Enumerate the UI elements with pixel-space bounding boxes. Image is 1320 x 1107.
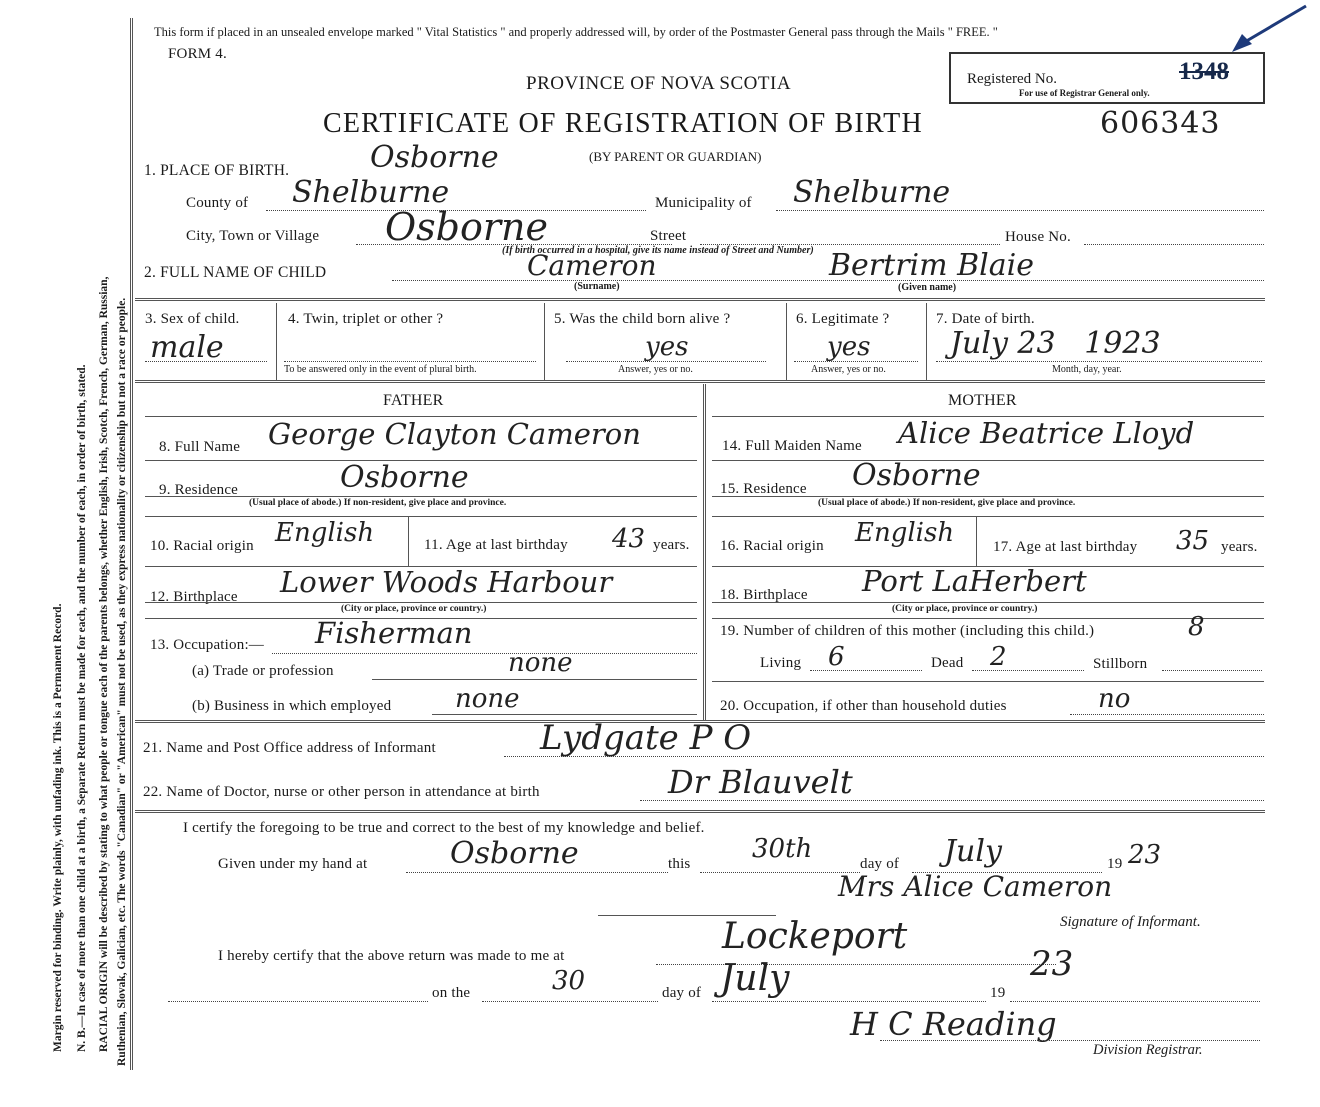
registrar-on-label: on the (432, 985, 471, 1001)
registrar-note: For use of Registrar General only. (1019, 88, 1150, 98)
given-place: Osborne (450, 836, 579, 871)
twin-label: 4. Twin, triplet or other ? (288, 311, 444, 327)
mother-name-label: 14. Full Maiden Name (722, 438, 862, 454)
mother-occupation-value: no (1098, 684, 1131, 714)
certify-year-prefix: 19 (1107, 856, 1123, 872)
place-value: Osborne (370, 140, 499, 175)
certify-text: I certify the foregoing to be true and correct to the best of my knowledge and belief. (183, 820, 705, 836)
mother-residence-note: (Usual place of abode.) If non-resident, give place and province. (818, 498, 1076, 508)
given-note: (Given name) (898, 282, 957, 293)
father-occupation-label: 13. Occupation:— (150, 637, 265, 653)
registrar-text: I hereby certify that the above return was made to me at (218, 948, 565, 964)
dead-value: 2 (990, 642, 1007, 672)
father-age-unit: years. (653, 537, 690, 553)
dob-label: 7. Date of birth. (936, 311, 1035, 327)
mother-age-value: 35 (1176, 526, 1210, 556)
mother-birthplace-label: 18. Birthplace (720, 587, 808, 603)
city-value: Osborne (385, 205, 548, 249)
father-race-value: English (275, 518, 375, 548)
doctor-label: 22. Name of Doctor, nurse or other person in attendance at birth (143, 784, 540, 800)
mother-children-label: 19. Number of children of this mother (including this child.) (720, 623, 1095, 639)
sex-value: male (150, 330, 224, 365)
place-label: 1. PLACE OF BIRTH. (144, 162, 290, 179)
father-trade-label: (a) Trade or profession (192, 663, 334, 679)
county-value: Shelburne (292, 175, 450, 210)
father-race-label: 10. Racial origin (150, 538, 254, 554)
father-trade-value: none (508, 648, 573, 678)
father-age-label: 11. Age at last birthday (424, 537, 568, 553)
street-label: Street (650, 228, 687, 244)
mother-occupation-label: 20. Occupation, if other than household duties (720, 698, 1007, 714)
stillborn-label: Stillborn (1093, 656, 1148, 672)
given-label: Given under my hand at (218, 856, 368, 872)
doctor-value: Dr Blauvelt (668, 763, 853, 801)
house-label: House No. (1005, 229, 1071, 245)
informant-signature: Mrs Alice Cameron (838, 870, 1113, 903)
mother-age-label: 17. Age at last birthday (993, 539, 1138, 555)
registered-label: Registered No. (967, 71, 1057, 87)
informant-label: 21. Name and Post Office address of Informant (143, 740, 436, 756)
registrar-year-prefix: 19 (990, 985, 1006, 1001)
certify-month: July (944, 834, 1002, 869)
province-heading: PROVINCE OF NOVA SCOTIA (526, 73, 792, 94)
father-name-value: George Clayton Cameron (268, 417, 641, 451)
surname-note: (Surname) (574, 281, 620, 292)
informant-signature-label: Signature of Informant. (1060, 914, 1201, 930)
registrar-signature: H C Reading (850, 1005, 1057, 1043)
living-value: 6 (828, 642, 845, 672)
mother-children-value: 8 (1188, 612, 1205, 642)
certify-dayof-label: day of (860, 856, 900, 872)
father-residence-note: (Usual place of abode.) If non-resident, give place and province. (249, 498, 507, 508)
form-number: FORM 4. (168, 46, 227, 62)
registered-number: 1348 (1179, 58, 1229, 85)
dob-note: Month, day, year. (1052, 364, 1122, 375)
father-occupation-value: Fisherman (315, 616, 473, 650)
municipality-label: Municipality of (655, 195, 752, 211)
certificate-title: CERTIFICATE OF REGISTRATION OF BIRTH (323, 108, 923, 139)
dob-value: July 23 1923 (950, 326, 1161, 361)
alive-value: yes (645, 332, 689, 362)
registrar-place: Lockeport (722, 916, 908, 957)
certify-day: 30th (752, 834, 813, 864)
mother-race-label: 16. Racial origin (720, 538, 824, 554)
informant-value: Lydgate P O (540, 718, 752, 758)
sex-label: 3. Sex of child. (145, 311, 240, 327)
mother-residence-value: Osborne (852, 458, 981, 493)
margin-note-binding: Margin reserved for binding. Write plainly, with unfading ink. This is a Permanent Record. (52, 603, 64, 1052)
postal-notice: This form if placed in an unsealed envelope marked " Vital Statistics " and properly addressed will, by order of the Postmaster General pass through the Mails " FREE. " (154, 25, 998, 39)
dead-label: Dead (931, 655, 964, 671)
father-birthplace-note: (City or place, province or country.) (341, 604, 487, 614)
father-residence-value: Osborne (340, 460, 469, 495)
registrar-month: July (720, 958, 790, 999)
mother-residence-label: 15. Residence (720, 481, 807, 497)
father-birthplace-label: 12. Birthplace (150, 589, 238, 605)
father-heading: FATHER (383, 392, 444, 409)
father-residence-label: 9. Residence (159, 482, 239, 498)
father-business-value: none (455, 684, 520, 714)
legit-note: Answer, yes or no. (811, 364, 886, 375)
hospital-note: (If birth occurred in a hospital, give its name instead of Street and Number) (502, 245, 814, 256)
certificate-subtitle: (BY PARENT OR GUARDIAN) (589, 149, 762, 164)
legit-value: yes (827, 332, 871, 362)
living-label: Living (760, 655, 802, 671)
father-name-label: 8. Full Name (159, 439, 241, 455)
child-name-label: 2. FULL NAME OF CHILD (144, 264, 327, 281)
mother-birthplace-value: Port LaHerbert (862, 564, 1087, 598)
alive-label: 5. Was the child born alive ? (554, 311, 731, 327)
mother-heading: MOTHER (948, 392, 1017, 409)
registrar-dayof-label: day of (662, 985, 702, 1001)
this-label: this (668, 856, 691, 872)
father-age-value: 43 (612, 524, 646, 554)
municipality-value: Shelburne (793, 175, 951, 210)
certify-year: 23 (1128, 840, 1162, 870)
mother-name-value: Alice Beatrice Lloyd (898, 416, 1195, 450)
mother-age-unit: years. (1221, 539, 1258, 555)
arrow-icon (1220, 0, 1310, 62)
margin-note-plural-birth: N. B.—In case of more than one child at a birth, a Separate Return must be made for each, and the number of each, in order of birth, stated. (76, 364, 88, 1052)
alive-note: Answer, yes or no. (618, 364, 693, 375)
legit-label: 6. Legitimate ? (796, 311, 890, 327)
city-label: City, Town or Village (186, 228, 320, 244)
mother-birthplace-note: (City or place, province or country.) (892, 604, 1038, 614)
certificate-number: 606343 (1100, 106, 1221, 141)
child-given-name: Bertrim Blaie (829, 248, 1034, 283)
twin-note: To be answered only in the event of plural birth. (284, 364, 477, 375)
father-birthplace-value: Lower Woods Harbour (280, 565, 613, 599)
mother-race-value: English (855, 518, 955, 548)
county-label: County of (186, 195, 249, 211)
margin-note-racial-origin-2: Ruthenian, Slovak, Galician, etc. The words "Canadian" or "American" must not be used, as they express nationality or citizenship but not a race or people. (116, 297, 128, 1066)
child-surname: Cameron (527, 249, 657, 282)
registered-box (949, 52, 1265, 104)
registrar-year: 23 (1030, 944, 1074, 984)
margin-note-racial-origin: RACIAL ORIGIN will be described by stating to what people or tongue each of the parents belongs, whether English, Irish, Scotch, French, German, Russian, (98, 276, 110, 1052)
father-business-label: (b) Business in which employed (192, 698, 392, 714)
registrar-signature-label: Division Registrar. (1093, 1042, 1203, 1058)
registrar-day: 30 (552, 966, 586, 996)
